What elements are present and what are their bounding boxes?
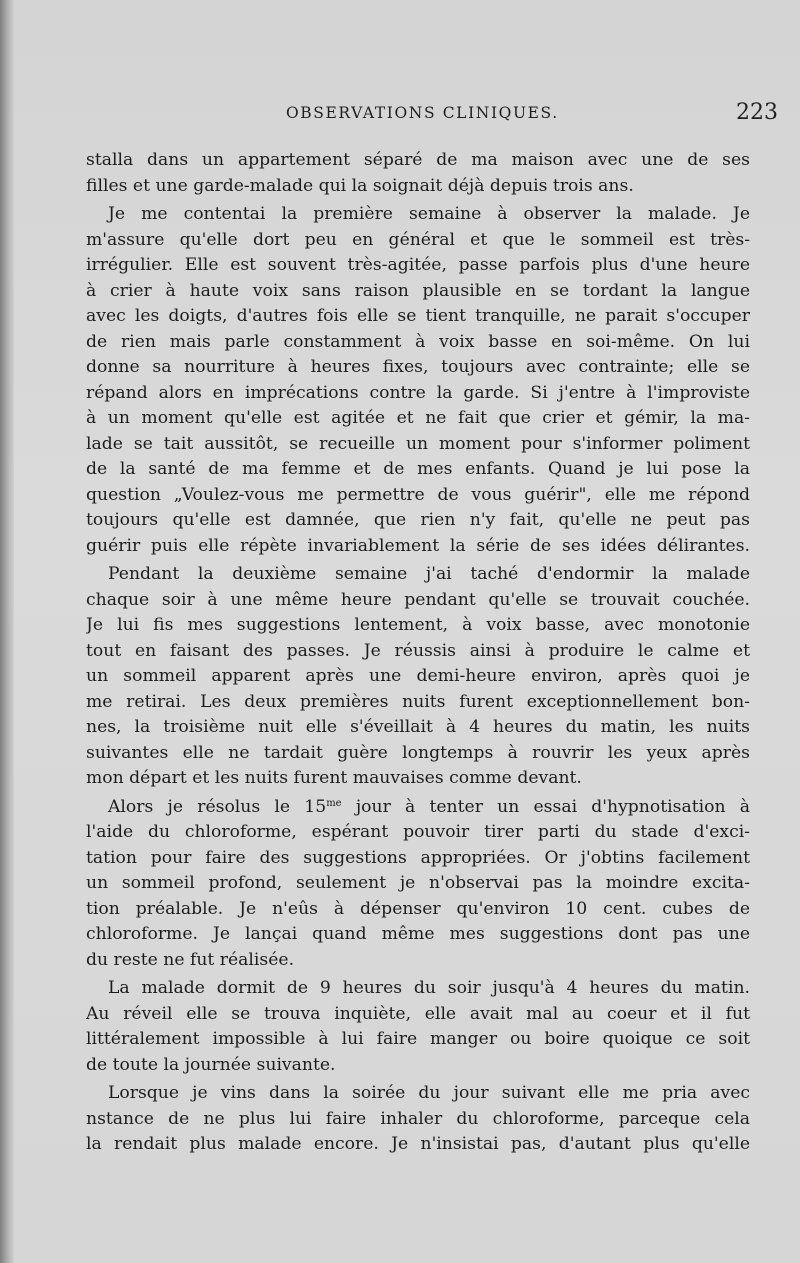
text-line: un sommeil apparent après une demi-heure environ, après quoi je [86, 666, 750, 686]
text-line: littéralement impossible à lui faire manger ou boire quoique ce soit [86, 1029, 750, 1049]
text-line: guérir puis elle répète invariablement la série de ses idées délirantes. [86, 535, 750, 556]
text-line: avec les doigts, d'autres fois elle se tient tranquille, ne parait s'occuper [86, 306, 750, 326]
text-line: filles et une garde-malade qui la soignait déjà depuis trois ans. [86, 175, 634, 196]
page-number: 223 [736, 100, 778, 125]
text-line: répand alors en imprécations contre la garde. Si j'entre à l'improviste [86, 382, 750, 403]
text-line: irrégulier. Elle est souvent très-agitée, passe parfois plus d'une heure [86, 255, 750, 275]
ordinal-superscript: me [326, 797, 342, 809]
text-line: m'assure qu'elle dort peu en général et que le sommeil est très- [86, 229, 750, 250]
text-line: à un moment qu'elle est agitée et ne fait que crier et gémir, la ma- [86, 408, 750, 428]
text-line: du reste ne fut réalisée. [86, 949, 295, 970]
text-line: à crier à haute voix sans raison plausible en se tordant la langue [86, 280, 750, 301]
text-line: La malade dormit de 9 heures du soir jusqu'à 4 heures du matin. [108, 978, 750, 998]
text-line: Je lui fis mes suggestions lentement, à voix basse, avec monotonie [86, 615, 750, 635]
text-line: nes, la troisième nuit elle s'éveillait à 4 heures du matin, les nuits [86, 717, 750, 737]
text-line: nstance de ne plus lui faire inhaler du chloroforme, parceque cela [86, 1108, 750, 1129]
text-line: de toute la journée suivante. [86, 1054, 336, 1075]
text-line: question „Voulez-vous me permettre de vous guérir", elle me répond [86, 484, 750, 505]
text-line: un sommeil profond, seulement je n'observai pas la moindre excita- [86, 873, 750, 893]
text-line: toujours qu'elle est damnée, que rien n'y fait, qu'elle ne peut pas [86, 510, 750, 530]
text-line: Je me contentai la première semaine à observer la malade. Je [108, 204, 750, 224]
text-line: suivantes elle ne tardait guère longtemps à rouvrir les yeux après [86, 742, 750, 763]
text-line: stalla dans un appartement séparé de ma maison avec une de ses [86, 150, 750, 170]
text-fragment: Alors je résolus le 15 [108, 796, 327, 817]
text-line: lade se tait aussitôt, se recueille un moment pour s'informer poliment [86, 433, 750, 454]
text-line: l'aide du chloroforme, espérant pouvoir tirer parti du stade d'exci- [86, 822, 750, 842]
text-line: tout en faisant des passes. Je réussis ainsi à produire le calme et [86, 640, 750, 661]
body-text [86, 148, 750, 1158]
text-line: de la santé de ma femme et de mes enfants. Quand je lui pose la [86, 459, 750, 479]
running-head-title: OBSERVATIONS CLINIQUES. [286, 104, 559, 122]
text-line-with-superscript [86, 795, 750, 821]
text-line: chaque soir à une même heure pendant qu'elle se trouvait couchée. [86, 589, 750, 610]
text-line: Au réveil elle se trouva inquiète, elle avait mal au coeur et il fut [86, 1003, 750, 1024]
text-line: Lorsque je vins dans la soirée du jour suivant elle me pria avec [108, 1083, 750, 1103]
text-line: tation pour faire des suggestions appropriées. Or j'obtins facilement [86, 847, 750, 868]
text-line: chloroforme. Je lançai quand même mes suggestions dont pas une [86, 924, 750, 944]
page-gutter-shadow [0, 0, 14, 1263]
text-line: donne sa nourriture à heures fixes, toujours avec contrainte; elle se [86, 357, 750, 377]
text-line: Pendant la deuxième semaine j'ai taché d'endormir la malade [108, 564, 750, 584]
text-line: de rien mais parle constamment à voix basse en soi-même. On lui [86, 331, 750, 352]
text-line: tion préalable. Je n'eûs à dépenser qu'environ 10 cent. cubes de [86, 898, 750, 919]
text-line: mon départ et les nuits furent mauvaises comme devant. [86, 768, 582, 788]
text-line: me retirai. Les deux premières nuits furent exceptionnellement bon- [86, 691, 750, 712]
running-head [86, 100, 778, 134]
text-line: la rendait plus malade encore. Je n'insistai pas, d'autant plus qu'elle [86, 1134, 750, 1154]
text-fragment: jour à tenter un essai d'hypnotisation à [341, 796, 750, 817]
